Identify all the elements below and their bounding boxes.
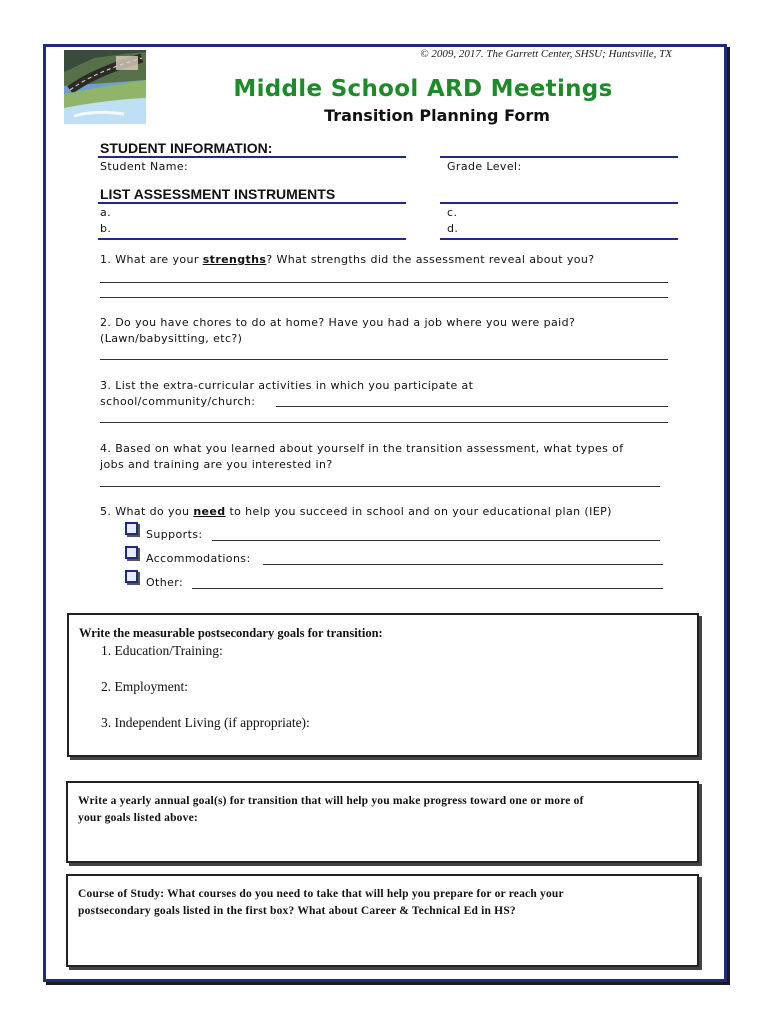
- question-5: 5. What do you need to help you succeed in school and on your educational plan (IEP): [100, 505, 612, 518]
- postsecondary-goals-title: Write the measurable postsecondary goals for transition:: [79, 626, 383, 640]
- student-name-label: Student Name:: [100, 160, 189, 173]
- course-of-study-prompt: Course of Study: What courses do you need to take that will help you prepare for or reach your postsecondary goals listed in the first box? What about Career & Technical Ed in HS?: [78, 888, 564, 917]
- strengths-emphasis: strengths: [202, 253, 267, 266]
- assessments-heading: LIST ASSESSMENT INSTRUMENTS: [100, 186, 336, 202]
- goal-independent-living: 3. Independent Living (if appropriate):: [101, 715, 310, 730]
- other-line[interactable]: [192, 588, 663, 589]
- answer-line[interactable]: [100, 486, 660, 487]
- supports-checkbox[interactable]: [125, 522, 138, 535]
- goal-employment: 2. Employment:: [101, 679, 188, 694]
- question-4: 4. Based on what you learned about yourself in the transition assessment, what types of jobs and training are you interested in?: [100, 442, 624, 471]
- accommodations-label: Accommodations:: [146, 552, 251, 565]
- assessment-a: a.: [100, 206, 112, 219]
- form-subtitle: Transition Planning Form: [324, 106, 550, 125]
- assessments-rule-right: [440, 202, 678, 204]
- garrett-center-logo: [64, 50, 146, 124]
- grade-rule: [440, 156, 678, 158]
- form-title: Middle School ARD Meetings: [233, 76, 613, 102]
- goal-education: 1. Education/Training:: [101, 643, 223, 658]
- accommodations-line[interactable]: [263, 564, 663, 565]
- accommodations-checkbox[interactable]: [125, 546, 138, 559]
- answer-line[interactable]: [276, 406, 668, 407]
- student-info-heading: STUDENT INFORMATION:: [100, 140, 273, 156]
- assessments-rule: [98, 202, 406, 204]
- other-checkbox[interactable]: [125, 570, 138, 583]
- assessment-c: c.: [447, 206, 458, 219]
- question-3: 3. List the extra-curricular activities in which you participate at school/community/church:: [100, 379, 474, 408]
- assessment-d: d.: [447, 222, 459, 235]
- student-info-rule: [98, 156, 406, 158]
- annual-goal-prompt: Write a yearly annual goal(s) for transition that will help you make progress toward one or more of your goals listed above:: [78, 795, 584, 824]
- assessment-b: b.: [100, 222, 112, 235]
- assessments-bottom-rule: [98, 238, 406, 240]
- answer-line[interactable]: [100, 422, 668, 423]
- copyright-notice: © 2009, 2017. The Garrett Center, SHSU; Huntsville, TX: [420, 48, 672, 60]
- other-label: Other:: [146, 576, 184, 589]
- grade-level-label: Grade Level:: [447, 160, 522, 173]
- answer-line[interactable]: [100, 359, 668, 360]
- supports-label: Supports:: [146, 528, 203, 541]
- supports-line[interactable]: [212, 540, 660, 541]
- question-2: 2. Do you have chores to do at home? Have you had a job where you were paid? (Lawn/babysitting, etc?): [100, 316, 576, 345]
- question-1: 1. What are your strengths? What strengths did the assessment reveal about you?: [100, 253, 595, 266]
- need-emphasis: need: [193, 505, 226, 518]
- answer-line[interactable]: [100, 297, 668, 298]
- answer-line[interactable]: [100, 282, 668, 283]
- assessments-bottom-rule-right: [440, 238, 678, 240]
